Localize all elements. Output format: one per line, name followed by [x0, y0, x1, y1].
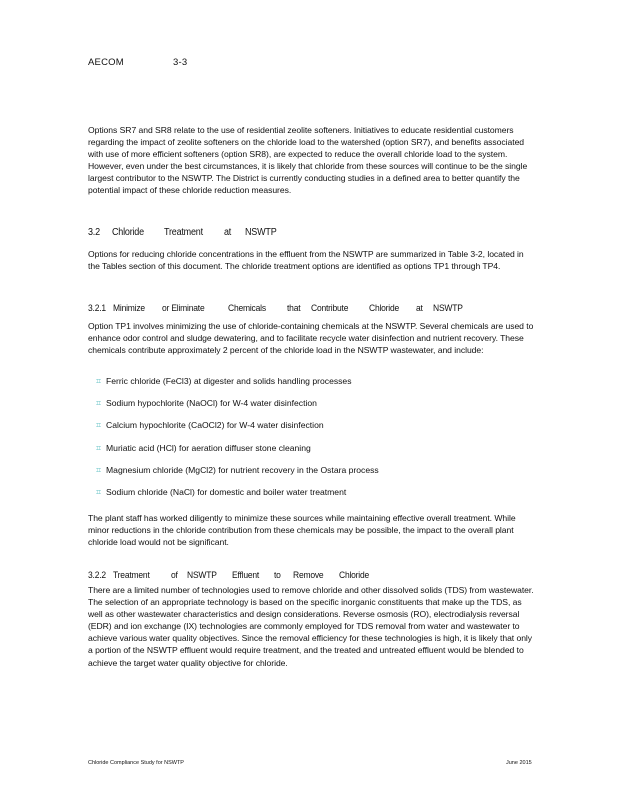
list-item: ⌗ Muriatic acid (HCl) for aeration diffuser stone cleaning	[96, 442, 311, 453]
bullet-icon: ⌗	[96, 442, 102, 453]
paragraph-softeners: Options SR7 and SR8 relate to the use of residential zeolite softeners. Initiatives to educate residential customers regarding the impact of zeolite softeners on the chloride load to the watershed (option SR7), and benefits associated with use of more efficient softeners (option SR8), are expected to reduce the overall chloride load to the system. However, even under the best circumstances, it is likely that chloride from these sources will continue to be the single largest contributor to the NSWTP. The District is currently conducting studies in a defined area to better quantify the potential impact of these chloride reduction measures.	[88, 125, 528, 196]
header-org: AECOM	[88, 57, 124, 68]
section-heading-3-2-1: 3.2.1 Minimize or Eliminate Chemicals that Contribute Chloride at NSWTP	[88, 302, 463, 313]
footer-title: Chloride Compliance Study for NSWTP	[88, 760, 184, 766]
list-item: ⌗ Ferric chloride (FeCl3) at digester and solids handling processes	[96, 376, 352, 386]
footer-date: June 2015	[506, 760, 532, 766]
bullet-icon: ⌗	[96, 464, 102, 475]
list-item: ⌗ Calcium hypochlorite (CaOCl2) for W-4 water disinfection	[96, 420, 324, 431]
list-item: ⌗ Sodium chloride (NaCl) for domestic and boiler water treatment	[96, 486, 347, 497]
section-heading-3-2: 3.2 Chloride Treatment at NSWTP	[88, 226, 277, 237]
paragraph-plant-staff: The plant staff has worked diligently to minimize these sources while maintaining effective overall treatment. While minor reductions in the chloride contribution from these chemicals may be possible, the impact to the overall plant chloride load would not be significant.	[88, 513, 516, 548]
paragraph-chemicals: Option TP1 involves minimizing the use of chloride-containing chemicals at the NSWTP. Several chemicals are used to enhance odor control and sludge dewatering, and to facilitate recycle water disinfection and nutrient recovery. These chemicals contribute approximately 2 percent of the chloride load in the NSWTP wastewater, and include:	[88, 321, 534, 356]
paragraph-treatment-options: Options for reducing chloride concentrations in the effluent from the NSWTP are summarized in Table 3-2, located in the Tables section of this document. The chloride treatment options are identified as options TP1 through TP4.	[88, 249, 524, 272]
chemical-list	[96, 375, 526, 508]
section-heading-3-2-2: 3.2.2 Treatment of NSWTP Effluent to Remove Chloride	[88, 569, 370, 580]
paragraph-technologies: There are a limited number of technologies used to remove chloride and other dissolved solids (TDS) from wastewater. The selection of an appropriate technology is based on the specific inorganic constituents that make up the TDS, as well as other wastewater characteristics and design considerations. Reverse osmosis (RO), electrodialysis reversal (EDR) and ion exchange (IX) technologies are commonly employed for TDS removal from water and wastewater to achieve various water quality objectives. Since the removal efficiency for these technologies is high, it is likely that only a portion of the NSWTP effluent would require treatment, and the treated and untreated effluent would be blended to achieve the target water quality objective for chloride.	[88, 585, 534, 668]
page-header	[88, 57, 187, 68]
list-item: ⌗ Magnesium chloride (MgCl2) for nutrient recovery in the Ostara process	[96, 464, 379, 475]
bullet-icon: ⌗	[96, 486, 102, 497]
list-item: ⌗ Sodium hypochlorite (NaOCl) for W-4 water disinfection	[96, 398, 317, 409]
bullet-icon: ⌗	[96, 420, 102, 431]
bullet-icon: ⌗	[96, 398, 102, 409]
bullet-icon: ⌗	[96, 376, 102, 386]
header-page-number: 3-3	[173, 57, 188, 68]
